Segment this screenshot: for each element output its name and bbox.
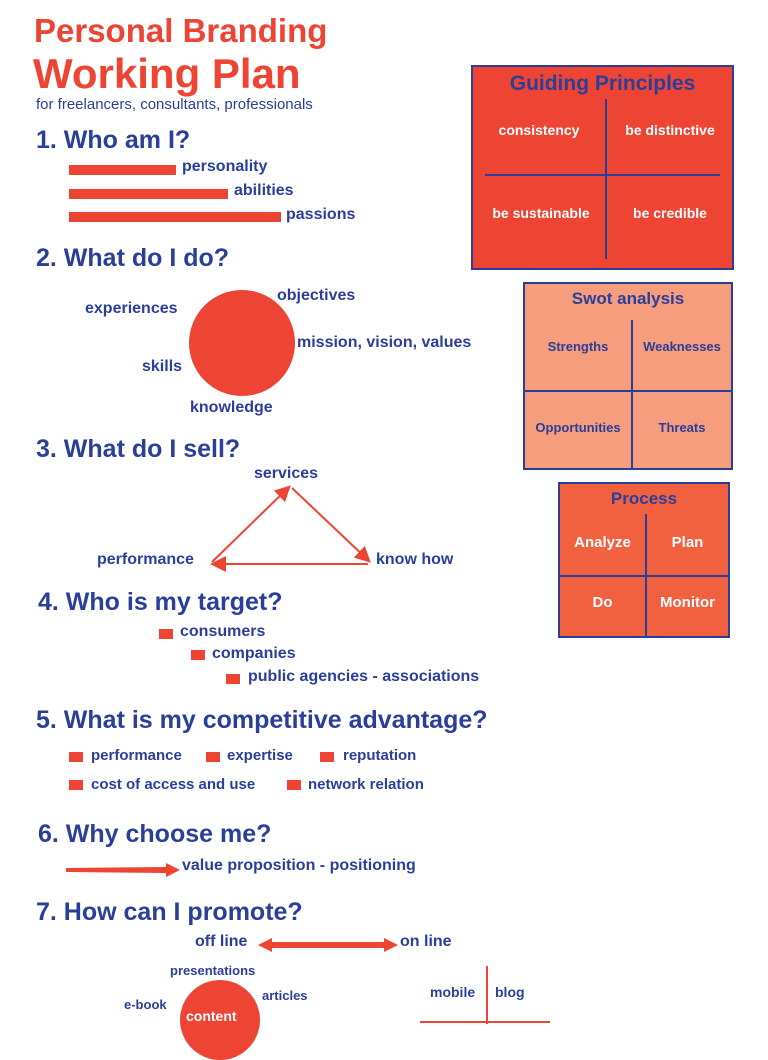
swot-opportunities: Opportunities [535, 420, 621, 435]
guiding-credible: be credible [633, 205, 707, 221]
section-2-heading: 2. What do I do? [36, 244, 230, 272]
cost-marker [69, 780, 83, 790]
process-do: Do [592, 594, 613, 611]
agencies-label: public agencies - associations [248, 668, 480, 685]
online-divider-vertical [486, 966, 488, 1024]
process-divider-horizontal [560, 575, 728, 577]
adv-expertise-label: expertise [227, 747, 293, 764]
swot-strengths: Strengths [547, 339, 609, 354]
performance-label: performance [97, 551, 194, 568]
passions-label: passions [286, 206, 356, 223]
know-how-label: know how [376, 551, 454, 568]
section-7-heading: 7. How can I promote? [36, 898, 303, 926]
section-4-heading: 4. Who is my target? [38, 588, 283, 616]
content-label: content [186, 1008, 237, 1024]
swot-divider-horizontal [525, 390, 731, 392]
online-label: on line [400, 933, 452, 950]
offline-online-arrow [258, 937, 398, 953]
section-3-heading: 3. What do I sell? [36, 435, 241, 463]
swot-weaknesses: Weaknesses [643, 339, 721, 354]
personality-bar [69, 165, 176, 175]
adv-reputation-label: reputation [343, 747, 417, 764]
presentations-label: presentations [170, 963, 256, 978]
skills-label: skills [142, 358, 183, 375]
guiding-consistency: consistency [498, 122, 580, 138]
value-proposition-label: value proposition - positioning [182, 857, 416, 874]
title-line-1: Personal Branding [34, 12, 328, 49]
title-line-2: Working Plan [33, 50, 301, 97]
network-marker [287, 780, 301, 790]
companies-marker [191, 650, 205, 660]
reputation-marker [320, 752, 334, 762]
guiding-divider-horizontal [485, 174, 720, 176]
online-divider-horizontal [420, 1021, 550, 1023]
personality-label: personality [182, 158, 268, 175]
knowledge-label: knowledge [190, 399, 273, 416]
mobile-label: mobile [430, 984, 476, 1000]
guiding-principles-title: Guiding Principles [509, 72, 696, 95]
adv-performance-label: performance [91, 747, 182, 764]
guiding-principles-box [471, 65, 734, 270]
do-circle [189, 290, 295, 396]
process-title: Process [610, 489, 678, 508]
section-5-heading: 5. What is my competitive advantage? [36, 706, 488, 734]
ebook-label: e-book [124, 997, 167, 1012]
consumers-marker [159, 629, 173, 639]
process-plan: Plan [671, 534, 704, 551]
subtitle: for freelancers, consultants, professionals [36, 96, 313, 113]
blog-label: blog [495, 984, 525, 1000]
objectives-label: objectives [277, 287, 356, 304]
companies-label: companies [212, 645, 296, 662]
process-analyze: Analyze [574, 534, 631, 551]
swot-analysis-box [523, 282, 733, 470]
consumers-label: consumers [180, 623, 266, 640]
guiding-sustainable: be sustainable [492, 205, 590, 221]
abilities-label: abilities [234, 182, 294, 199]
expertise-marker [206, 752, 220, 762]
articles-label: articles [262, 988, 308, 1003]
section-1-heading: 1. Who am I? [36, 126, 191, 154]
offline-label: off line [195, 933, 248, 950]
abilities-bar [69, 189, 228, 199]
experiences-label: experiences [85, 300, 178, 317]
passions-bar [69, 212, 281, 222]
services-label: services [254, 465, 319, 482]
process-box [558, 482, 730, 638]
swot-threats: Threats [658, 420, 706, 435]
mission-label: mission, vision, values [297, 334, 472, 351]
agencies-marker [226, 674, 240, 684]
guiding-distinctive: be distinctive [625, 122, 715, 138]
section-6-heading: 6. Why choose me? [38, 820, 272, 848]
adv-cost-label: cost of access and use [91, 776, 256, 793]
process-monitor: Monitor [660, 594, 715, 611]
adv-network-label: network relation [308, 776, 424, 793]
value-arrow [66, 862, 182, 878]
sell-triangle [200, 480, 380, 572]
swot-title: Swot analysis [571, 289, 685, 308]
performance-marker [69, 752, 83, 762]
